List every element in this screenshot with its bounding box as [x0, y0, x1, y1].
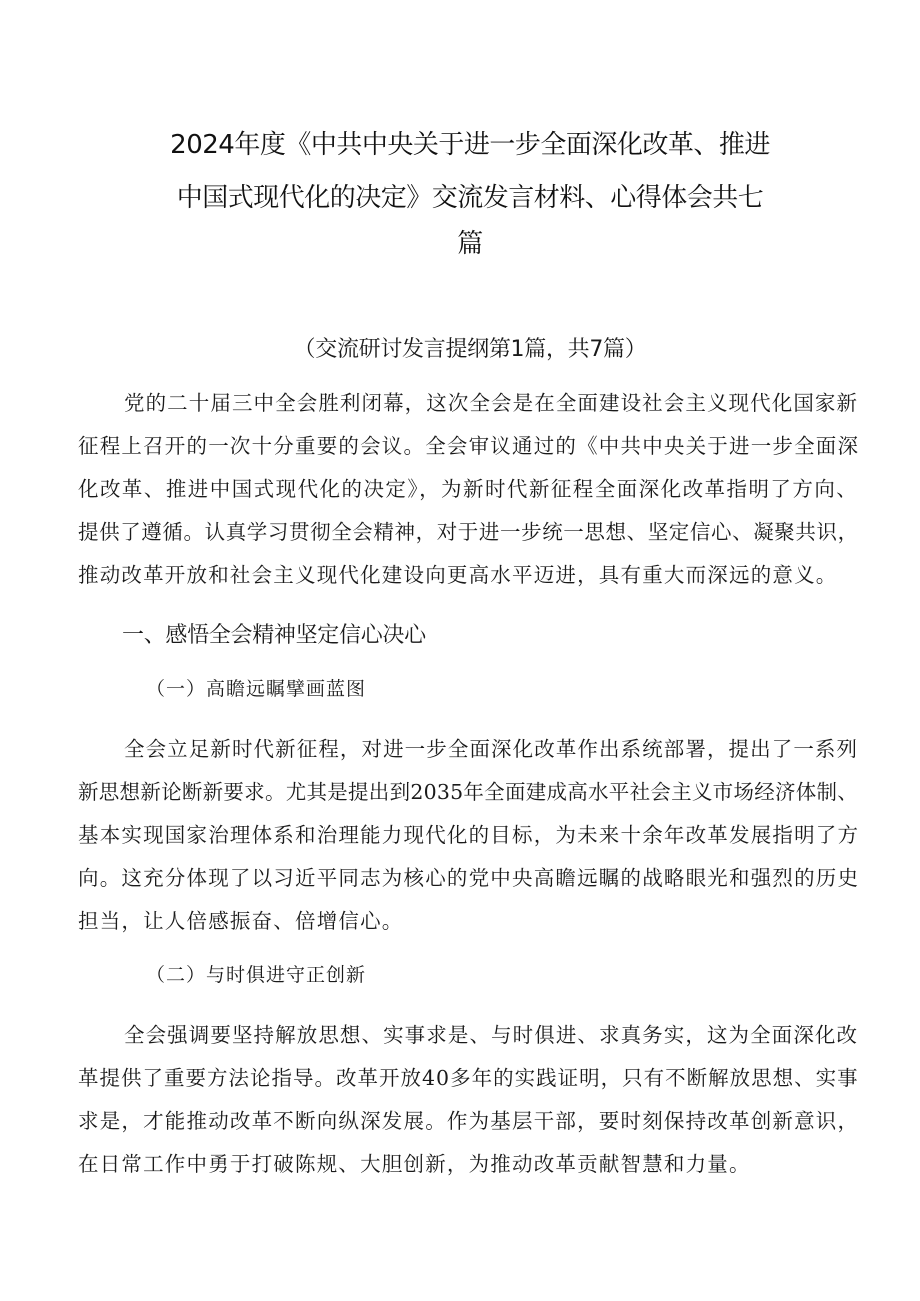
- intro-line-1: 党的二十届三中全会胜利闭幕，这次全会是在全面建设社会主义现代化国家新: [124, 391, 858, 415]
- intro-line-5: 推动改革开放和社会主义现代化建设向更高水平迈进，具有重大而深远的意义。: [78, 563, 838, 587]
- document-subtitle: （交流研讨发言提纲第1篇，共7篇）: [293, 337, 647, 362]
- document-title-line-1: 2024年度《中共中央关于进一步全面深化改革、推进: [170, 130, 770, 160]
- subsection-heading-1: （一）高瞻远瞩擘画蓝图: [146, 678, 367, 700]
- subsection-heading-2: （二）与时俱进守正创新: [146, 964, 367, 986]
- section-heading-1: 一、感悟全会精神坚定信心决心: [122, 623, 426, 648]
- sub1-line-2: 新思想新论断新要求。尤其是提出到2035年全面建成高水平社会主义市场经济体制、: [78, 780, 858, 804]
- document-title-line-2: 中国式现代化的决定》交流发言材料、心得体会共七: [176, 183, 764, 213]
- intro-line-2: 征程上召开的一次十分重要的会议。全会审议通过的《中共中央关于进一步全面深: [78, 434, 860, 458]
- sub1-line-5: 担当，让人倍感振奋、倍增信心。: [78, 909, 404, 933]
- sub1-line-3: 基本实现国家治理体系和治理能力现代化的目标，为未来十余年改革发展指明了方: [78, 823, 860, 847]
- sub2-line-2: 革提供了重要方法论指导。改革开放40多年的实践证明，只有不断解放思想、实事: [78, 1066, 859, 1090]
- sub1-line-4: 向。这充分体现了以习近平同志为核心的党中央高瞻远瞩的战略眼光和强烈的历史: [78, 866, 860, 890]
- sub2-line-3: 求是，才能推动改革不断向纵深发展。作为基层干部，要时刻保持改革创新意识，: [78, 1109, 860, 1133]
- sub1-line-1: 全会立足新时代新征程，对进一步全面深化改革作出系统部署，提出了一系列: [124, 737, 858, 761]
- intro-line-4: 提供了遵循。认真学习贯彻全会精神，对于进一步统一思想、坚定信心、凝聚共识，: [78, 520, 859, 544]
- sub2-line-4: 在日常工作中勇于打破陈规、大胆创新，为推动改革贡献智慧和力量。: [78, 1152, 751, 1176]
- document-title-line-3: 篇: [457, 229, 483, 259]
- sub2-line-1: 全会强调要坚持解放思想、实事求是、与时俱进、求真务实，这为全面深化改: [124, 1023, 858, 1047]
- intro-line-3: 化改革、推进中国式现代化的决定》，为新时代新征程全面深化改革指明了方向、: [78, 477, 858, 501]
